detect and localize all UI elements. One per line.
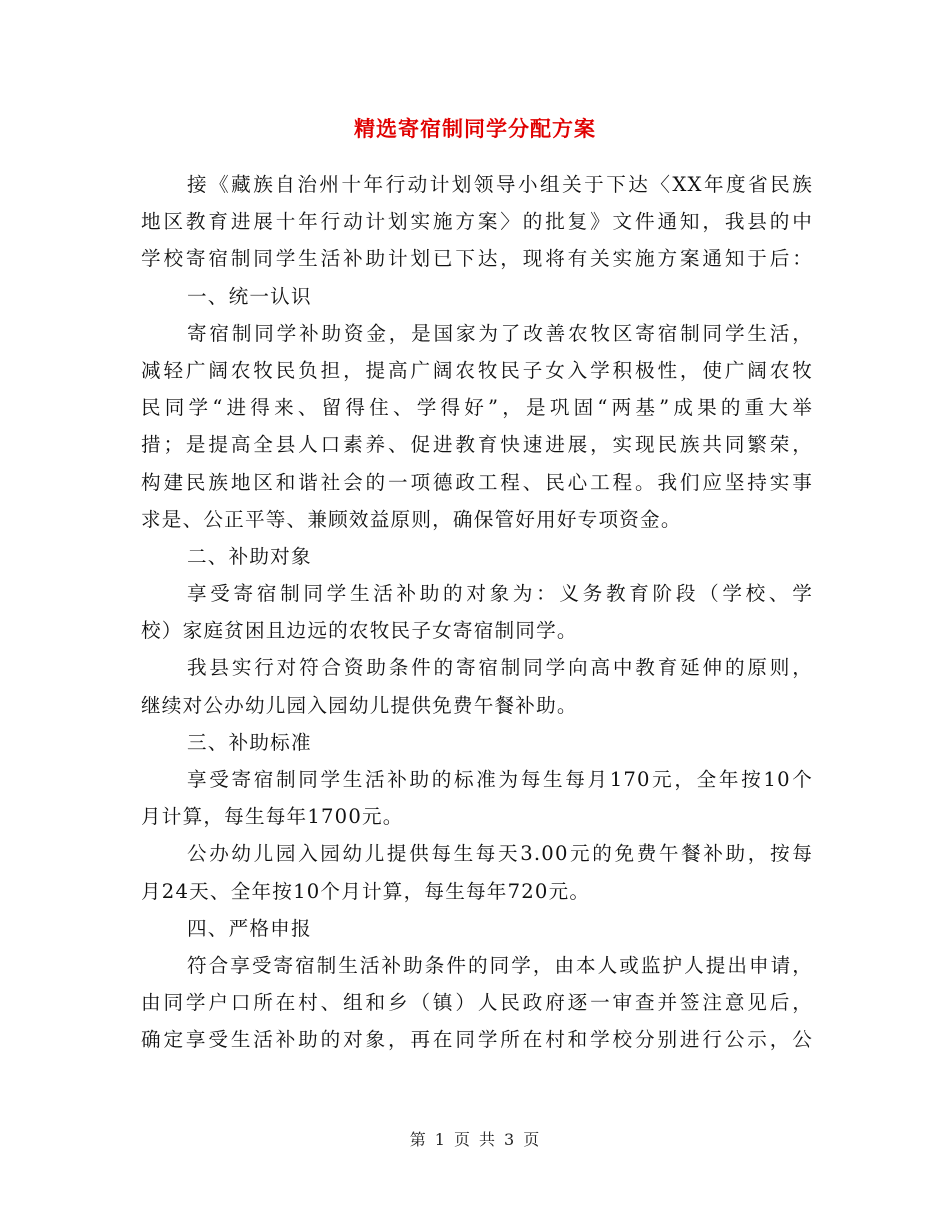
body-line: 由同学户口所在村、组和乡（镇）人民政府逐一审查并签注意见后， xyxy=(141,991,813,1015)
body-line: 措；是提高全县人口素养、促进教育快速进展，实现民族共同繁荣， xyxy=(141,433,813,457)
body-line: 确定享受生活补助的对象，再在同学所在村和学校分别进行公示，公 xyxy=(141,1028,813,1052)
footer-total-pages: 3 xyxy=(504,1130,516,1149)
body-line: 校）家庭贫困且边远的农牧民子女寄宿制同学。 xyxy=(141,619,578,643)
body-line: 二、补助对象 xyxy=(187,544,312,568)
footer-total-label: 共 xyxy=(479,1130,497,1149)
body-line: 享受寄宿制同学生活补助的标准为每生每月170元，全年按10个 xyxy=(187,768,813,791)
body-line: 求是、公正平等、兼顾效益原则，确保管好用好专项资金。 xyxy=(141,507,682,531)
body-line: 民同学“进得来、留得住、学得好”，是巩固“两基”成果的重大举 xyxy=(141,396,813,420)
body-line: 我县实行对符合资助条件的寄宿制同学向高中教育延伸的原则， xyxy=(187,656,813,680)
body-line: 符合享受寄宿制生活补助条件的同学，由本人或监护人提出申请， xyxy=(187,953,813,977)
body-line: 构建民族地区和谐社会的一项德政工程、民心工程。我们应坚持实事 xyxy=(141,470,813,494)
body-line: 接《藏族自治州十年行动计划领导小组关于下达〈XX年度省民族 xyxy=(187,173,813,196)
body-line: 减轻广阔农牧民负担，提高广阔农牧民子女入学积极性，使广阔农牧 xyxy=(141,358,813,382)
body-line: 学校寄宿制同学生活补助计划已下达，现将有关实施方案通知于后： xyxy=(141,247,813,271)
body-line: 三、补助标准 xyxy=(187,730,312,754)
document-body xyxy=(141,166,813,1059)
body-line: 月计算，每生每年1700元。 xyxy=(141,805,404,829)
footer-current-page: 1 xyxy=(434,1130,446,1149)
body-line: 一、统一认识 xyxy=(187,284,312,308)
page-footer xyxy=(0,1127,950,1150)
body-line: 四、严格申报 xyxy=(187,916,312,940)
footer-page-unit: 页 xyxy=(453,1130,471,1149)
body-line: 享受寄宿制同学生活补助的对象为：义务教育阶段（学校、学 xyxy=(187,582,813,606)
footer-total-unit: 页 xyxy=(523,1130,541,1149)
body-line: 继续对公办幼儿园入园幼儿提供免费午餐补助。 xyxy=(141,693,578,717)
body-line: 地区教育进展十年行动计划实施方案〉的批复》文件通知，我县的中 xyxy=(141,210,813,234)
document-title: 精选寄宿制同学分配方案 xyxy=(354,117,596,141)
body-line: 公办幼儿园入园幼儿提供每生每天3.00元的免费午餐补助，按每 xyxy=(187,842,813,866)
body-line: 寄宿制同学补助资金，是国家为了改善农牧区寄宿制同学生活， xyxy=(187,321,813,345)
body-line: 月24天、全年按10个月计算，每生每年720元。 xyxy=(141,879,591,903)
footer-page-label: 第 xyxy=(409,1130,427,1149)
